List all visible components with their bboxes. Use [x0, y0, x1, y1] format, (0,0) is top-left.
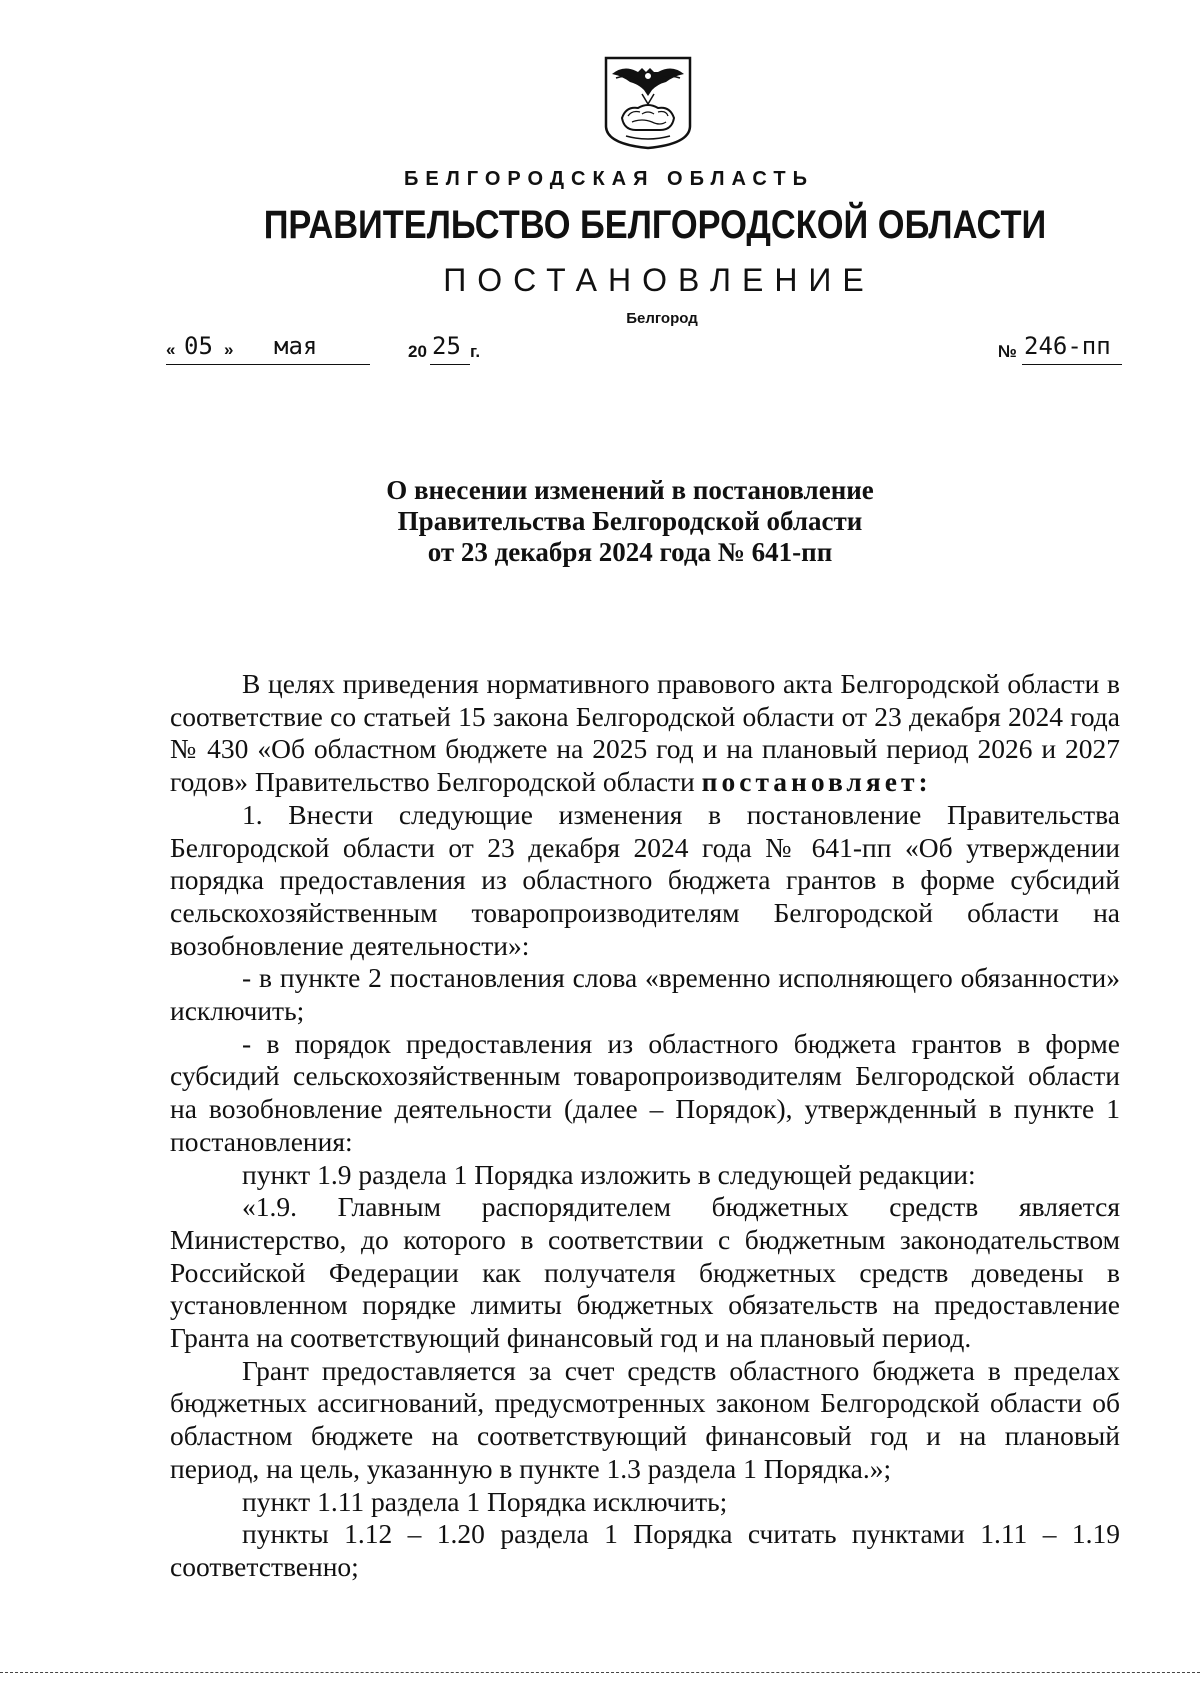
- body-paragraph: 1. Внести следующие изменения в постановление Правительства Белгородской области от 23 декабря 2024 года № 641-пп «Об утверждении порядка предоставления из областного бюджета грантов в форме субсидий сельскохозяйственным товаропроизводителям Белгородской области на возобновление деятельности»:: [170, 798, 1120, 961]
- decree-number: 246-пп: [1024, 332, 1111, 360]
- date-year-prefix: 20: [408, 342, 427, 361]
- coat-of-arms-icon: [602, 56, 694, 150]
- resolves-word: постановляет:: [701, 766, 932, 798]
- paragraph-text: В целях приведения нормативного правового акта Белгородской области в соответствие со статьей 15 закона Белгородской области от 23 декабря 2024 года № 430 «Об областном бюджете на 2025 год и на плановый период 2026 и 2027 годов» Правительство Белгородской области: [170, 668, 1120, 798]
- year-underline: [430, 364, 470, 365]
- date-month: мая: [274, 332, 318, 360]
- month-underline: [238, 364, 370, 365]
- document-title: [0, 475, 1200, 568]
- date-year-mark: г.: [470, 342, 481, 361]
- body-paragraph: «1.9. Главным распорядителем бюджетных средств является Министерство, до которого в соответствии с бюджетным законодательством Российской Федерации как получателя бюджетных средств доведены в установленном порядке лимиты бюджетных обязательств на предоставление Гранта на соответствующий финансовый год и на плановый период.: [170, 1191, 1120, 1354]
- date-open-quote: «: [166, 340, 176, 359]
- body-paragraph: - в пункте 2 постановления слова «временно исполняющего обязанности» исключить;: [170, 962, 1120, 1027]
- date-year-suffix: 25: [432, 332, 461, 360]
- document-type: ПОСТАНОВЛЕНИЕ: [443, 262, 875, 298]
- number-underline: [1022, 364, 1122, 365]
- title-line: Правительства Белгородской области: [397, 506, 863, 536]
- body-paragraph: [170, 668, 1120, 799]
- date-day: 05: [184, 332, 213, 360]
- region-name: БЕЛГОРОДСКАЯ ОБЛАСТЬ: [404, 168, 814, 190]
- number-label: №: [998, 342, 1017, 361]
- body-paragraph: Грант предоставляется за счет средств областного бюджета в пределах бюджетных ассигнований, предусмотренных законом Белгородской области об областном бюджете на соответствующий финансовый год и на плановый период, на цель, указанную в пункте 1.3 раздела 1 Порядка.»;: [170, 1354, 1120, 1484]
- body-paragraph: пункт 1.11 раздела 1 Порядка исключить;: [242, 1485, 728, 1517]
- page-bottom-line: [0, 1672, 1200, 1673]
- body-paragraph: пункт 1.9 раздела 1 Порядка изложить в следующей редакции:: [242, 1158, 976, 1190]
- title-line: от 23 декабря 2024 года № 641-пп: [427, 537, 833, 567]
- body-paragraph: пункты 1.12 – 1.20 раздела 1 Порядка считать пунктами 1.11 – 1.19 соответственно;: [170, 1518, 1120, 1582]
- day-underline: [166, 364, 238, 365]
- title-line: О внесении изменений в постановление: [386, 475, 874, 505]
- date-close-quote: »: [224, 340, 234, 359]
- document-body: [170, 668, 1120, 1584]
- city-name: Белгород: [626, 310, 698, 327]
- body-paragraph: - в порядок предоставления из областного бюджета грантов в форме субсидий сельскохозяйственным товаропроизводителям Белгородской области на возобновление деятельности (далее – Порядок), утвержденный в пункте 1 постановления:: [170, 1027, 1120, 1157]
- government-name: ПРАВИТЕЛЬСТВО БЕЛГОРОДСКОЙ ОБЛАСТИ: [263, 203, 1047, 247]
